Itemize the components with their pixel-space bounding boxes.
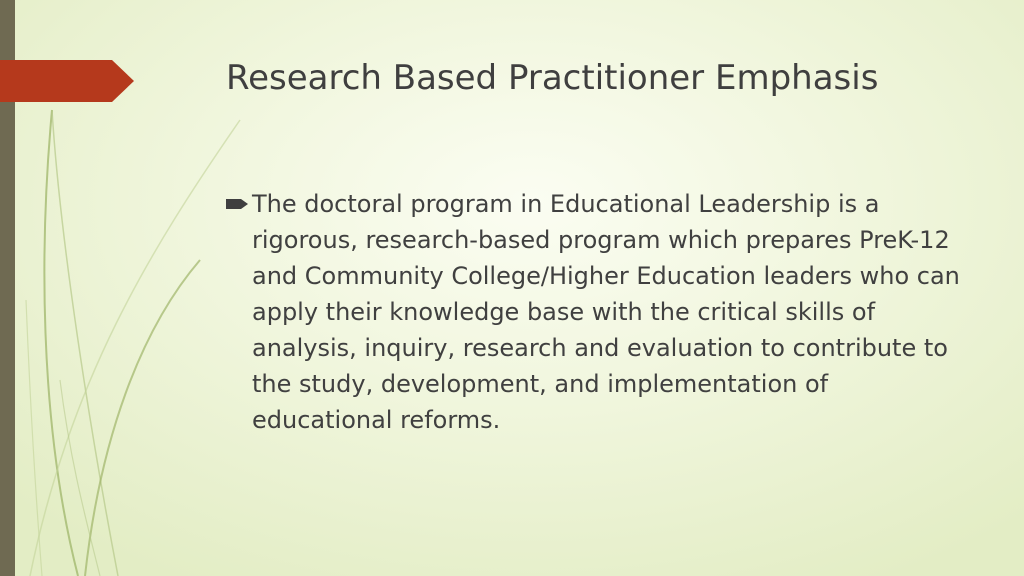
arrow-bullet-icon (226, 186, 252, 222)
slide-content (226, 186, 962, 438)
bullet-text: The doctoral program in Educational Leadership is a rigorous, research-based program which prepares PreK-12 and Community College/Higher Education leaders who can apply their knowledge base with the critical skills of analysis, inquiry, research and evaluation to contribute to the study, development, and implementation of educational reforms. (252, 190, 960, 434)
bullet-item (226, 186, 962, 438)
title-accent-arrow (0, 0, 140, 110)
slide-title: Research Based Practitioner Emphasis (226, 58, 879, 98)
